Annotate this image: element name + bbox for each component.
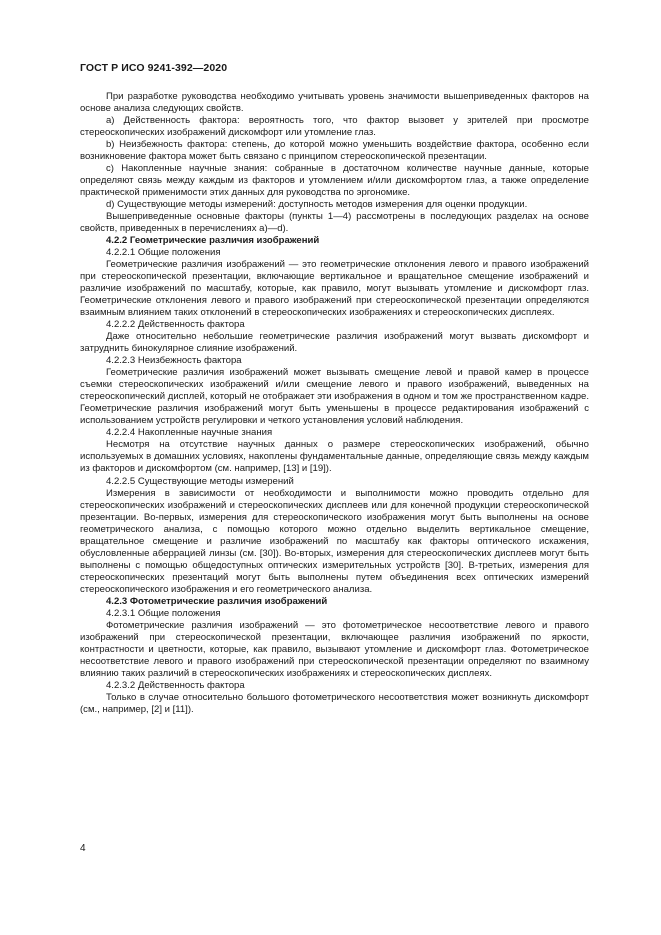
paragraph: 4.2.3.1 Общие положения [106, 607, 221, 619]
paragraph: 4.2.2.2 Действенность фактора [106, 319, 245, 331]
paragraph: При разработке руководства необходимо учитывать уровень значимости вышеприведенных факторов на основе анализа следующих свойств. [80, 91, 589, 115]
paragraph: Только в случае относительно большого фотометрического несоответствия может возникнуть дискомфорт (см., например, [2] и [11]). [80, 691, 589, 715]
paragraph: Даже относительно небольшие геометрические различия изображений могут вызвать дискомфорт и затруднить бинокулярное слияние изображений. [80, 331, 589, 355]
paragraph: Несмотря на отсутствие научных данных о размере стереоскопических изображений, обычно используемых в домашних условиях, накоплены фундаментальные данные, определяющие связь между каждым из факторов и дискомфортом (см. например, [13] и [19]). [80, 439, 589, 475]
paragraph: Геометрические различия изображений — это геометрические отклонения левого и правого изображений при стереоскопической презентации, включающие вертикальное и вращательное смещение изображений и различие изображений по масштабу, которые, как правило, могут вызывать утомление и дискомфорт глаз. Геометрические отклонения левого и правого изображений при стереоскопической презентации определяются взаимным влиянием таких отклонений в стереоскопических изображениях и стереоскопических дисплеях. [80, 259, 589, 319]
paragraph: 4.2.2.4 Накопленные научные знания [106, 427, 273, 439]
page-number: 4 [80, 843, 86, 854]
paragraph: c) Накопленные научные знания: собранные в достаточном количестве научные данные, которые определяют связь между каждым из факторов и утомлением и/или дискомфортом глаз, а также определение практической применимости этих данных для руководства по эргономике. [80, 163, 589, 199]
paragraph: a) Действенность фактора: вероятность того, что фактор вызовет у зрителей при просмотре стереоскопических изображений дискомфорт или утомление глаз. [80, 115, 589, 139]
paragraph: Измерения в зависимости от необходимости и выполнимости можно проводить отдельно для стереоскопических изображений и стереоскопических дисплеев или для конечной продукции стереоскопической презентации. Во-первых, измерения для стереоскопического изображения могут быть выполнены на основе геометрического анализа, с помощью которого можно отдельно выделить вертикальное смещение, вращательное смещение и различие изображений по масштабу как факторы оптического искажения, обусловленные аберрацией линзы (см. [30]). Во-вторых, измерения для стереоскопических дисплеев могут быть выполнены с помощью общедоступных оптических измерительных устройств [30]. В-третьих, измерения для стереоскопических презентаций могут быть выполнены путем объединения всех оптических измерений стереоскопического изображения и его геометрического анализа. [80, 487, 589, 595]
paragraph: d) Существующие методы измерений: доступность методов измерения для оценки продукции. [106, 199, 528, 211]
section-heading: 4.2.3 Фотометрические различия изображений [106, 595, 328, 607]
paragraph: 4.2.3.2 Действенность фактора [106, 679, 245, 691]
section-heading: 4.2.2 Геометрические различия изображений [106, 235, 320, 247]
paragraph: 4.2.2.5 Существующие методы измерений [106, 475, 294, 487]
paragraph: Вышеприведенные основные факторы (пункты 1—4) рассмотрены в последующих разделах на основе свойств, приведенных в перечислениях а)—d). [80, 211, 589, 235]
paragraph: 4.2.2.1 Общие положения [106, 247, 221, 259]
paragraph: b) Неизбежность фактора: степень, до которой можно уменьшить воздействие фактора, особенно если возникновение фактора может быть связано с принципом стереоскопической презентации. [80, 139, 589, 163]
paragraph: 4.2.2.3 Неизбежность фактора [106, 355, 242, 367]
document-body [80, 91, 589, 716]
paragraph: Геометрические различия изображений может вызывать смещение левой и правой камер в процессе съемки стереоскопических изображений и/или смещение левого и правого изображений, выведенных на стереоскопический дисплей, который не отображает эти изображения в одном и том же пространственном кадре. Геометрические различия изображений могут быть уменьшены в процессе редактирования изображений с использованием устройств регулировки и четкого установления условий наблюдения. [80, 367, 589, 427]
document-header: ГОСТ Р ИСО 9241-392—2020 [80, 62, 228, 74]
paragraph: Фотометрические различия изображений — это фотометрическое несоответствие левого и правого изображений при стереоскопической презентации, включающее различия изображений по яркости, контрастности и цветности, которые, как правило, вызывают утомление и дискомфорт глаз. Фотометрическое несоответствие левого и правого изображений при стереоскопической презентации определяют по взаимному влиянию таких различий в стереоскопических изображениях и стереоскопических дисплеях. [80, 619, 589, 679]
